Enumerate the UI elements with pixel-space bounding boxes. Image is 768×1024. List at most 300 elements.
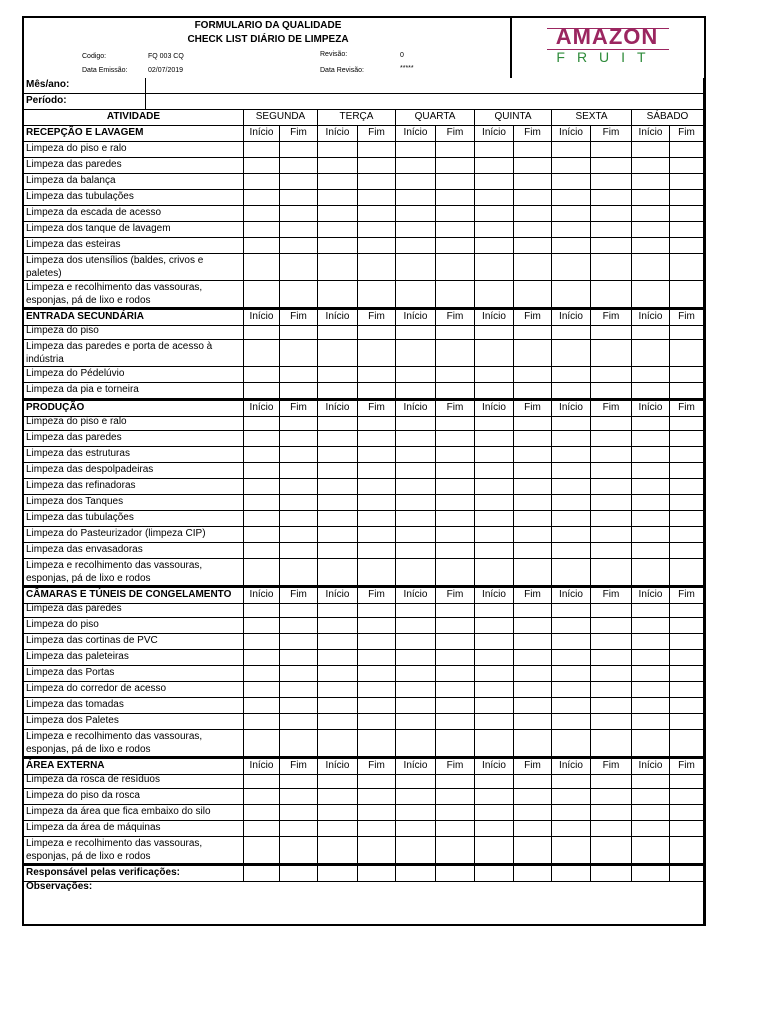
fim-checkbox[interactable]: [591, 543, 632, 559]
fim-checkbox[interactable]: [591, 383, 632, 399]
fim-checkbox[interactable]: [591, 559, 632, 586]
fim-checkbox[interactable]: [358, 254, 396, 281]
inicio-checkbox[interactable]: [396, 618, 436, 634]
inicio-checkbox[interactable]: [396, 463, 436, 479]
inicio-checkbox[interactable]: [475, 527, 514, 543]
fim-checkbox[interactable]: [358, 238, 396, 254]
inicio-checkbox[interactable]: [632, 789, 670, 805]
fim-checkbox[interactable]: [280, 511, 318, 527]
inicio-checkbox[interactable]: [632, 447, 670, 463]
inicio-checkbox[interactable]: [396, 789, 436, 805]
inicio-checkbox[interactable]: [632, 367, 670, 383]
inicio-checkbox[interactable]: [396, 238, 436, 254]
inicio-checkbox[interactable]: [632, 383, 670, 399]
inicio-checkbox[interactable]: [632, 634, 670, 650]
fim-checkbox[interactable]: [280, 238, 318, 254]
inicio-checkbox[interactable]: [244, 650, 280, 666]
inicio-checkbox[interactable]: [552, 527, 591, 543]
fim-checkbox[interactable]: [436, 340, 475, 367]
fim-checkbox[interactable]: [514, 383, 552, 399]
inicio-checkbox[interactable]: [244, 543, 280, 559]
inicio-checkbox[interactable]: [632, 837, 670, 864]
inicio-checkbox[interactable]: [318, 634, 358, 650]
fim-checkbox[interactable]: [358, 174, 396, 190]
fim-checkbox[interactable]: [670, 634, 704, 650]
inicio-checkbox[interactable]: [318, 238, 358, 254]
inicio-checkbox[interactable]: [475, 602, 514, 618]
inicio-checkbox[interactable]: [318, 714, 358, 730]
fim-checkbox[interactable]: [591, 190, 632, 206]
inicio-checkbox[interactable]: [244, 789, 280, 805]
fim-checkbox[interactable]: [514, 495, 552, 511]
inicio-checkbox[interactable]: [244, 174, 280, 190]
fim-checkbox[interactable]: [670, 650, 704, 666]
inicio-checkbox[interactable]: [475, 463, 514, 479]
inicio-checkbox[interactable]: [244, 340, 280, 367]
inicio-checkbox[interactable]: [632, 206, 670, 222]
inicio-checkbox[interactable]: [244, 158, 280, 174]
fim-checkbox[interactable]: [436, 142, 475, 158]
inicio-checkbox[interactable]: [244, 821, 280, 837]
inicio-checkbox[interactable]: [318, 324, 358, 340]
inicio-checkbox[interactable]: [396, 714, 436, 730]
fim-checkbox[interactable]: [436, 527, 475, 543]
fim-checkbox[interactable]: [591, 340, 632, 367]
fim-checkbox[interactable]: [436, 730, 475, 757]
inicio-checkbox[interactable]: [632, 714, 670, 730]
fim-checkbox[interactable]: [280, 714, 318, 730]
inicio-checkbox[interactable]: [244, 238, 280, 254]
fim-checkbox[interactable]: [436, 559, 475, 586]
fim-checkbox[interactable]: [358, 602, 396, 618]
inicio-checkbox[interactable]: [396, 254, 436, 281]
inicio-checkbox[interactable]: [475, 479, 514, 495]
fim-checkbox[interactable]: [514, 431, 552, 447]
inicio-checkbox[interactable]: [396, 281, 436, 308]
fim-checkbox[interactable]: [591, 431, 632, 447]
fim-checkbox[interactable]: [436, 495, 475, 511]
inicio-checkbox[interactable]: [318, 479, 358, 495]
inicio-checkbox[interactable]: [475, 543, 514, 559]
fim-checkbox[interactable]: [358, 773, 396, 789]
inicio-checkbox[interactable]: [396, 682, 436, 698]
fim-checkbox[interactable]: [591, 821, 632, 837]
fim-checkbox[interactable]: [436, 821, 475, 837]
inicio-checkbox[interactable]: [318, 602, 358, 618]
inicio-checkbox[interactable]: [396, 479, 436, 495]
fim-checkbox[interactable]: [436, 158, 475, 174]
inicio-checkbox[interactable]: [244, 714, 280, 730]
inicio-checkbox[interactable]: [318, 206, 358, 222]
fim-checkbox[interactable]: [670, 142, 704, 158]
fim-checkbox[interactable]: [280, 340, 318, 367]
inicio-checkbox[interactable]: [244, 559, 280, 586]
inicio-checkbox[interactable]: [552, 142, 591, 158]
inicio-checkbox[interactable]: [396, 495, 436, 511]
fim-checkbox[interactable]: [280, 650, 318, 666]
inicio-checkbox[interactable]: [318, 415, 358, 431]
inicio-checkbox[interactable]: [396, 698, 436, 714]
fim-checkbox[interactable]: [358, 789, 396, 805]
fim-checkbox[interactable]: [358, 495, 396, 511]
fim-checkbox[interactable]: [670, 618, 704, 634]
fim-checkbox[interactable]: [591, 254, 632, 281]
fim-checkbox[interactable]: [591, 206, 632, 222]
fim-checkbox[interactable]: [358, 511, 396, 527]
fim-checkbox[interactable]: [514, 340, 552, 367]
inicio-checkbox[interactable]: [552, 821, 591, 837]
fim-checkbox[interactable]: [591, 805, 632, 821]
inicio-checkbox[interactable]: [396, 559, 436, 586]
inicio-checkbox[interactable]: [632, 324, 670, 340]
fim-checkbox[interactable]: [436, 463, 475, 479]
inicio-checkbox[interactable]: [475, 383, 514, 399]
fim-checkbox[interactable]: [280, 730, 318, 757]
inicio-checkbox[interactable]: [475, 367, 514, 383]
fim-checkbox[interactable]: [280, 447, 318, 463]
inicio-checkbox[interactable]: [552, 650, 591, 666]
fim-checkbox[interactable]: [670, 158, 704, 174]
inicio-checkbox[interactable]: [244, 367, 280, 383]
fim-checkbox[interactable]: [591, 367, 632, 383]
inicio-checkbox[interactable]: [475, 511, 514, 527]
inicio-checkbox[interactable]: [632, 559, 670, 586]
fim-checkbox[interactable]: [436, 789, 475, 805]
inicio-checkbox[interactable]: [552, 559, 591, 586]
fim-checkbox[interactable]: [436, 602, 475, 618]
inicio-checkbox[interactable]: [552, 447, 591, 463]
fim-checkbox[interactable]: [514, 254, 552, 281]
inicio-checkbox[interactable]: [244, 666, 280, 682]
inicio-checkbox[interactable]: [475, 431, 514, 447]
fim-checkbox[interactable]: [670, 206, 704, 222]
inicio-checkbox[interactable]: [318, 682, 358, 698]
inicio-checkbox[interactable]: [318, 730, 358, 757]
fim-checkbox[interactable]: [591, 142, 632, 158]
inicio-checkbox[interactable]: [475, 281, 514, 308]
fim-checkbox[interactable]: [514, 479, 552, 495]
inicio-checkbox[interactable]: [318, 340, 358, 367]
observacoes-field[interactable]: [24, 880, 704, 926]
fim-checkbox[interactable]: [436, 543, 475, 559]
fim-checkbox[interactable]: [358, 463, 396, 479]
inicio-checkbox[interactable]: [244, 682, 280, 698]
fim-checkbox[interactable]: [280, 789, 318, 805]
fim-checkbox[interactable]: [670, 238, 704, 254]
fim-checkbox[interactable]: [591, 447, 632, 463]
inicio-checkbox[interactable]: [475, 559, 514, 586]
inicio-checkbox[interactable]: [552, 789, 591, 805]
fim-checkbox[interactable]: [436, 447, 475, 463]
inicio-checkbox[interactable]: [632, 602, 670, 618]
inicio-checkbox[interactable]: [396, 222, 436, 238]
fim-checkbox[interactable]: [591, 222, 632, 238]
fim-checkbox[interactable]: [358, 415, 396, 431]
inicio-checkbox[interactable]: [552, 222, 591, 238]
inicio-checkbox[interactable]: [244, 511, 280, 527]
inicio-checkbox[interactable]: [318, 222, 358, 238]
fim-checkbox[interactable]: [514, 281, 552, 308]
fim-checkbox[interactable]: [514, 821, 552, 837]
inicio-checkbox[interactable]: [552, 415, 591, 431]
fim-checkbox[interactable]: [280, 190, 318, 206]
inicio-checkbox[interactable]: [475, 142, 514, 158]
inicio-checkbox[interactable]: [318, 698, 358, 714]
fim-checkbox[interactable]: [280, 383, 318, 399]
inicio-checkbox[interactable]: [396, 415, 436, 431]
fim-checkbox[interactable]: [670, 682, 704, 698]
inicio-checkbox[interactable]: [475, 805, 514, 821]
inicio-checkbox[interactable]: [632, 527, 670, 543]
inicio-checkbox[interactable]: [552, 383, 591, 399]
fim-checkbox[interactable]: [591, 837, 632, 864]
fim-checkbox[interactable]: [358, 222, 396, 238]
fim-checkbox[interactable]: [591, 714, 632, 730]
inicio-checkbox[interactable]: [632, 254, 670, 281]
inicio-checkbox[interactable]: [244, 527, 280, 543]
fim-checkbox[interactable]: [514, 527, 552, 543]
inicio-checkbox[interactable]: [632, 340, 670, 367]
fim-checkbox[interactable]: [280, 698, 318, 714]
fim-checkbox[interactable]: [436, 254, 475, 281]
fim-checkbox[interactable]: [358, 730, 396, 757]
inicio-checkbox[interactable]: [552, 324, 591, 340]
fim-checkbox[interactable]: [514, 174, 552, 190]
fim-checkbox[interactable]: [358, 190, 396, 206]
fim-checkbox[interactable]: [280, 773, 318, 789]
inicio-checkbox[interactable]: [396, 821, 436, 837]
inicio-checkbox[interactable]: [632, 543, 670, 559]
fim-checkbox[interactable]: [591, 281, 632, 308]
fim-checkbox[interactable]: [280, 222, 318, 238]
inicio-checkbox[interactable]: [552, 602, 591, 618]
fim-checkbox[interactable]: [591, 682, 632, 698]
inicio-checkbox[interactable]: [318, 158, 358, 174]
inicio-checkbox[interactable]: [318, 463, 358, 479]
fim-checkbox[interactable]: [670, 789, 704, 805]
inicio-checkbox[interactable]: [396, 511, 436, 527]
fim-checkbox[interactable]: [436, 773, 475, 789]
fim-checkbox[interactable]: [436, 431, 475, 447]
fim-checkbox[interactable]: [670, 773, 704, 789]
fim-checkbox[interactable]: [514, 602, 552, 618]
inicio-checkbox[interactable]: [475, 158, 514, 174]
fim-checkbox[interactable]: [591, 511, 632, 527]
inicio-checkbox[interactable]: [475, 714, 514, 730]
inicio-checkbox[interactable]: [244, 447, 280, 463]
fim-checkbox[interactable]: [280, 206, 318, 222]
inicio-checkbox[interactable]: [475, 666, 514, 682]
inicio-checkbox[interactable]: [244, 837, 280, 864]
fim-checkbox[interactable]: [358, 698, 396, 714]
fim-checkbox[interactable]: [670, 222, 704, 238]
fim-checkbox[interactable]: [280, 174, 318, 190]
inicio-checkbox[interactable]: [552, 495, 591, 511]
inicio-checkbox[interactable]: [318, 142, 358, 158]
fim-checkbox[interactable]: [280, 431, 318, 447]
fim-checkbox[interactable]: [514, 714, 552, 730]
fim-checkbox[interactable]: [514, 634, 552, 650]
fim-checkbox[interactable]: [436, 650, 475, 666]
inicio-checkbox[interactable]: [244, 206, 280, 222]
fim-checkbox[interactable]: [591, 527, 632, 543]
inicio-checkbox[interactable]: [552, 238, 591, 254]
inicio-checkbox[interactable]: [396, 206, 436, 222]
inicio-checkbox[interactable]: [318, 837, 358, 864]
fim-checkbox[interactable]: [358, 821, 396, 837]
fim-checkbox[interactable]: [591, 634, 632, 650]
fim-checkbox[interactable]: [436, 174, 475, 190]
inicio-checkbox[interactable]: [396, 447, 436, 463]
fim-checkbox[interactable]: [670, 340, 704, 367]
inicio-checkbox[interactable]: [552, 666, 591, 682]
inicio-checkbox[interactable]: [475, 447, 514, 463]
inicio-checkbox[interactable]: [318, 431, 358, 447]
fim-checkbox[interactable]: [514, 543, 552, 559]
inicio-checkbox[interactable]: [475, 238, 514, 254]
inicio-checkbox[interactable]: [552, 837, 591, 864]
inicio-checkbox[interactable]: [318, 821, 358, 837]
inicio-checkbox[interactable]: [552, 773, 591, 789]
fim-checkbox[interactable]: [514, 805, 552, 821]
inicio-checkbox[interactable]: [244, 479, 280, 495]
fim-checkbox[interactable]: [280, 666, 318, 682]
fim-checkbox[interactable]: [670, 367, 704, 383]
inicio-checkbox[interactable]: [552, 158, 591, 174]
fim-checkbox[interactable]: [591, 495, 632, 511]
inicio-checkbox[interactable]: [396, 634, 436, 650]
fim-checkbox[interactable]: [436, 281, 475, 308]
fim-checkbox[interactable]: [670, 666, 704, 682]
inicio-checkbox[interactable]: [318, 559, 358, 586]
fim-checkbox[interactable]: [358, 618, 396, 634]
inicio-checkbox[interactable]: [318, 511, 358, 527]
inicio-checkbox[interactable]: [244, 495, 280, 511]
fim-checkbox[interactable]: [670, 527, 704, 543]
fim-checkbox[interactable]: [514, 324, 552, 340]
fim-checkbox[interactable]: [670, 383, 704, 399]
inicio-checkbox[interactable]: [396, 650, 436, 666]
inicio-checkbox[interactable]: [475, 340, 514, 367]
inicio-checkbox[interactable]: [632, 463, 670, 479]
inicio-checkbox[interactable]: [244, 698, 280, 714]
fim-checkbox[interactable]: [514, 511, 552, 527]
inicio-checkbox[interactable]: [632, 158, 670, 174]
inicio-checkbox[interactable]: [396, 142, 436, 158]
fim-checkbox[interactable]: [436, 682, 475, 698]
fim-checkbox[interactable]: [591, 463, 632, 479]
fim-checkbox[interactable]: [670, 415, 704, 431]
fim-checkbox[interactable]: [358, 634, 396, 650]
fim-checkbox[interactable]: [436, 415, 475, 431]
fim-checkbox[interactable]: [514, 190, 552, 206]
inicio-checkbox[interactable]: [244, 634, 280, 650]
inicio-checkbox[interactable]: [244, 281, 280, 308]
fim-checkbox[interactable]: [280, 527, 318, 543]
fim-checkbox[interactable]: [436, 190, 475, 206]
inicio-checkbox[interactable]: [475, 698, 514, 714]
inicio-checkbox[interactable]: [475, 254, 514, 281]
fim-checkbox[interactable]: [280, 837, 318, 864]
inicio-checkbox[interactable]: [396, 340, 436, 367]
inicio-checkbox[interactable]: [552, 254, 591, 281]
inicio-checkbox[interactable]: [552, 367, 591, 383]
fim-checkbox[interactable]: [670, 190, 704, 206]
inicio-checkbox[interactable]: [632, 142, 670, 158]
fim-checkbox[interactable]: [280, 543, 318, 559]
inicio-checkbox[interactable]: [244, 254, 280, 281]
inicio-checkbox[interactable]: [475, 495, 514, 511]
inicio-checkbox[interactable]: [244, 142, 280, 158]
fim-checkbox[interactable]: [436, 698, 475, 714]
fim-checkbox[interactable]: [358, 431, 396, 447]
inicio-checkbox[interactable]: [396, 324, 436, 340]
fim-checkbox[interactable]: [436, 222, 475, 238]
fim-checkbox[interactable]: [591, 650, 632, 666]
fim-checkbox[interactable]: [436, 367, 475, 383]
inicio-checkbox[interactable]: [396, 773, 436, 789]
fim-checkbox[interactable]: [591, 789, 632, 805]
inicio-checkbox[interactable]: [632, 821, 670, 837]
fim-checkbox[interactable]: [358, 682, 396, 698]
inicio-checkbox[interactable]: [396, 805, 436, 821]
inicio-checkbox[interactable]: [552, 281, 591, 308]
inicio-checkbox[interactable]: [244, 730, 280, 757]
inicio-checkbox[interactable]: [396, 837, 436, 864]
fim-checkbox[interactable]: [514, 773, 552, 789]
inicio-checkbox[interactable]: [632, 479, 670, 495]
fim-checkbox[interactable]: [591, 666, 632, 682]
fim-checkbox[interactable]: [358, 158, 396, 174]
inicio-checkbox[interactable]: [475, 415, 514, 431]
fim-checkbox[interactable]: [358, 142, 396, 158]
inicio-checkbox[interactable]: [318, 495, 358, 511]
inicio-checkbox[interactable]: [632, 666, 670, 682]
fim-checkbox[interactable]: [514, 698, 552, 714]
fim-checkbox[interactable]: [436, 666, 475, 682]
inicio-checkbox[interactable]: [318, 254, 358, 281]
inicio-checkbox[interactable]: [244, 773, 280, 789]
fim-checkbox[interactable]: [670, 479, 704, 495]
fim-checkbox[interactable]: [591, 698, 632, 714]
inicio-checkbox[interactable]: [632, 495, 670, 511]
inicio-checkbox[interactable]: [552, 543, 591, 559]
inicio-checkbox[interactable]: [475, 730, 514, 757]
fim-checkbox[interactable]: [436, 511, 475, 527]
fim-checkbox[interactable]: [670, 431, 704, 447]
fim-checkbox[interactable]: [591, 158, 632, 174]
fim-checkbox[interactable]: [591, 618, 632, 634]
inicio-checkbox[interactable]: [318, 543, 358, 559]
fim-checkbox[interactable]: [514, 789, 552, 805]
fim-checkbox[interactable]: [280, 415, 318, 431]
fim-checkbox[interactable]: [670, 602, 704, 618]
fim-checkbox[interactable]: [358, 837, 396, 864]
inicio-checkbox[interactable]: [632, 222, 670, 238]
fim-checkbox[interactable]: [280, 634, 318, 650]
inicio-checkbox[interactable]: [552, 730, 591, 757]
inicio-checkbox[interactable]: [318, 447, 358, 463]
fim-checkbox[interactable]: [280, 602, 318, 618]
inicio-checkbox[interactable]: [632, 730, 670, 757]
inicio-checkbox[interactable]: [244, 222, 280, 238]
fim-checkbox[interactable]: [280, 682, 318, 698]
inicio-checkbox[interactable]: [632, 174, 670, 190]
fim-checkbox[interactable]: [436, 837, 475, 864]
inicio-checkbox[interactable]: [475, 837, 514, 864]
fim-checkbox[interactable]: [514, 666, 552, 682]
fim-checkbox[interactable]: [514, 559, 552, 586]
